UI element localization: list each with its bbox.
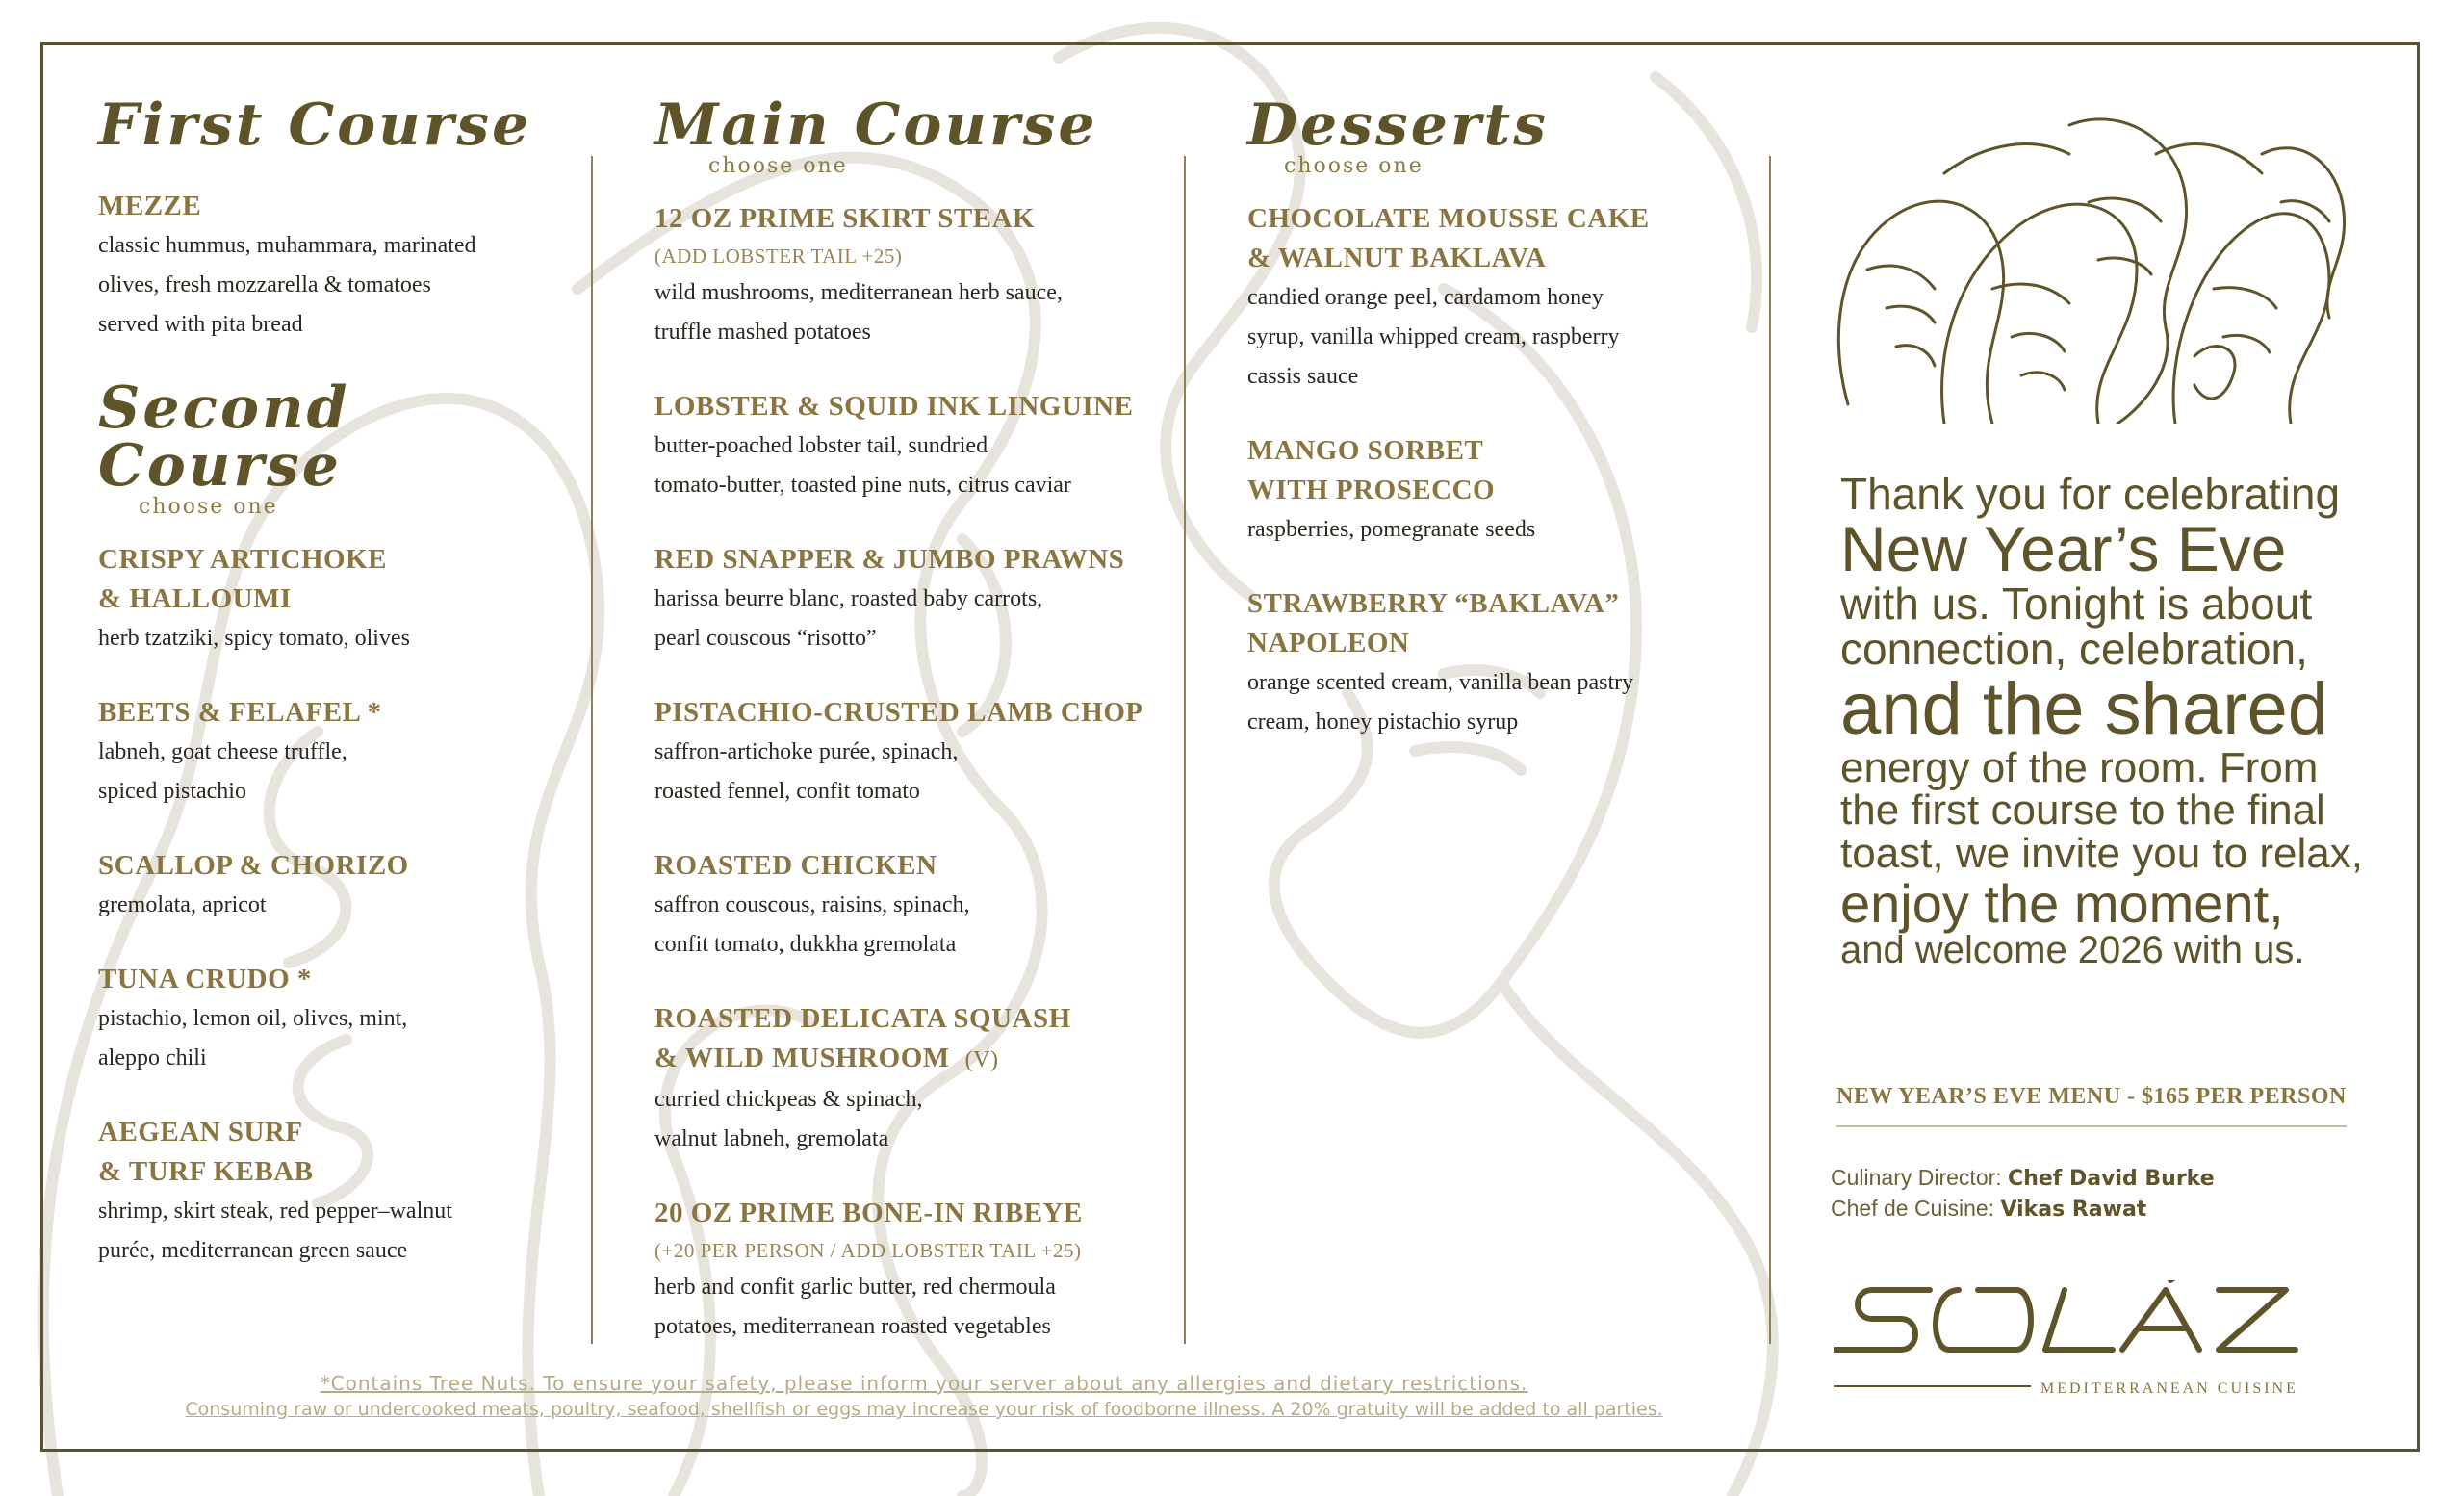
column-divider (1769, 156, 1771, 1344)
item-name: MEZZE (98, 191, 202, 221)
item-name: BEETS & FELAFEL * (98, 697, 382, 728)
menu-item (654, 999, 1194, 1159)
director-name: Chef David Burke (2008, 1167, 2215, 1191)
item-name: LOBSTER & SQUID INK LINGUINE (654, 391, 1134, 422)
menu-item (98, 540, 551, 658)
item-description: curried chickpeas & spinach, walnut labneh, gremolata (654, 1087, 923, 1151)
thank-you-line: the first course to the final (1840, 787, 2325, 835)
chef-credits (1831, 1163, 2215, 1225)
choose-one-label: choose one (708, 154, 848, 178)
menu-item (654, 1194, 1194, 1347)
tree-nut-notice: *Contains Tree Nuts. To ensure your safety, please inform your server about any allergies and dietary restrictions. (320, 1372, 1528, 1395)
thank-you-line: with us. Tonight is about (1840, 579, 2313, 630)
chef-de-cuisine-line (1831, 1194, 2215, 1225)
thank-you-line: and welcome 2026 with us. (1840, 929, 2305, 972)
menu-item (1247, 199, 1786, 397)
item-name-text: ROASTED DELICATA SQUASH & WILD MUSHROOM (654, 1003, 1071, 1073)
item-name: TUNA CRUDO * (98, 964, 312, 994)
foodborne-illness-notice: Consuming raw or undercooked meats, poultry, seafood, shellfish or eggs may increase your risk of foodborne illness. A 20% gratuity will be added to all parties. (185, 1399, 1663, 1420)
second-course-items (98, 540, 551, 1271)
item-description: saffron-artichoke purée, spinach, roasted fennel, confit tomato (654, 739, 959, 804)
thank-you-line: New Year’s Eve (1840, 512, 2287, 584)
main-course-items (654, 199, 1194, 1347)
menu-item (1247, 584, 1786, 742)
thank-you-line: toast, we invite you to relax, (1840, 830, 2363, 878)
item-description: pistachio, lemon oil, olives, mint, aleppo chili (98, 1006, 408, 1070)
item-description: raspberries, pomegranate seeds (1247, 517, 1536, 542)
menu-item (654, 199, 1194, 352)
item-description: herb and confit garlic butter, red chermoula potatoes, mediterranean roasted vegetables (654, 1275, 1056, 1339)
item-description: wild mushrooms, mediterranean herb sauce, truffle mashed potatoes (654, 280, 1063, 345)
choose-one-label: choose one (1284, 154, 1424, 178)
item-note: (+20 PER PERSON / ADD LOBSTER TAIL +25) (654, 1239, 1082, 1262)
menu-item (98, 693, 551, 812)
second-course-title: Second Course (98, 374, 350, 500)
menu-item (98, 846, 551, 925)
item-description: orange scented cream, vanilla bean pastry cream, honey pistachio syrup (1247, 670, 1634, 735)
column-divider (1184, 156, 1186, 1344)
director-label: Culinary Director: (1831, 1165, 2002, 1190)
column-main-course (654, 91, 1194, 1381)
item-name: AEGEAN SURF & TURF KEBAB (98, 1117, 314, 1187)
chef-name: Vikas Rawat (2000, 1198, 2147, 1222)
desserts-title: Desserts (1247, 91, 1550, 159)
thank-you-line: connection, celebration, (1840, 624, 2308, 675)
culinary-director-line (1831, 1163, 2215, 1194)
thank-you-line: enjoy the moment, (1840, 873, 2284, 935)
second-course-section (98, 374, 551, 1271)
item-name: CHOCOLATE MOUSSE CAKE & WALNUT BAKLAVA (1247, 203, 1650, 273)
thank-you-line: and the shared (1840, 668, 2329, 751)
item-name: STRAWBERRY “BAKLAVA” NAPOLEON (1247, 588, 1620, 658)
item-name: RED SNAPPER & JUMBO PRAWNS (654, 544, 1125, 575)
menu-price: NEW YEAR’S EVE MENU - $165 PER PERSON (1836, 1084, 2347, 1127)
menu-item (1247, 431, 1786, 550)
allergy-disclaimer (96, 1371, 1752, 1423)
column-first-second-course (98, 91, 551, 1305)
item-description: classic hummus, muhammara, marinated olives, fresh mozzarella & tomatoes served with pita bread (98, 233, 476, 337)
item-description: candied orange peel, cardamom honey syrup, vanilla whipped cream, raspberry cassis sauce (1247, 285, 1620, 389)
brand-tagline: MEDITERRANEAN CUISINE (2040, 1380, 2298, 1397)
menu-item (98, 960, 551, 1078)
item-name (654, 999, 1194, 1080)
choose-one-label: choose one (139, 495, 278, 519)
menu-item (654, 387, 1194, 505)
item-note: (ADD LOBSTER TAIL +25) (654, 245, 903, 268)
item-name: 20 OZ PRIME BONE-IN RIBEYE (654, 1198, 1083, 1228)
vegetarian-badge: (V) (964, 1047, 999, 1072)
thank-you-line: energy of the room. From (1840, 743, 2319, 791)
item-description: saffron couscous, raisins, spinach, confit tomato, dukkha gremolata (654, 892, 970, 957)
menu-item (654, 846, 1194, 965)
item-description: gremolata, apricot (98, 892, 267, 917)
menu-item (654, 693, 1194, 812)
item-name: CRISPY ARTICHOKE & HALLOUMI (98, 544, 387, 614)
thank-you-line: Thank you for celebrating (1840, 469, 2341, 519)
item-name: PISTACHIO-CRUSTED LAMB CHOP (654, 697, 1143, 728)
column-divider (591, 156, 593, 1344)
item-description: herb tzatziki, spicy tomato, olives (98, 626, 410, 651)
first-course-title: First Course (98, 91, 532, 159)
menu-item (98, 1113, 551, 1271)
chef-label: Chef de Cuisine: (1831, 1196, 1995, 1221)
item-description: labneh, goat cheese truffle, spiced pistachio (98, 739, 347, 804)
item-name: SCALLOP & CHORIZO (98, 850, 409, 881)
menu-item (654, 540, 1194, 658)
main-course-title: Main Course (654, 91, 1098, 159)
dessert-items (1247, 199, 1786, 742)
item-name: MANGO SORBET WITH PROSECCO (1247, 435, 1496, 505)
menu-item (98, 187, 551, 345)
item-description: shrimp, skirt steak, red pepper–walnut purée, mediterranean green sauce (98, 1199, 452, 1263)
item-name: 12 OZ PRIME SKIRT STEAK (654, 203, 1036, 234)
item-description: harissa beurre blanc, roasted baby carrots, pearl couscous “risotto” (654, 586, 1043, 651)
column-desserts (1247, 91, 1786, 777)
item-description: butter-poached lobster tail, sundried tomato-butter, toasted pine nuts, citrus caviar (654, 433, 1071, 498)
item-name: ROASTED CHICKEN (654, 850, 937, 881)
faces-line-art-illustration (1829, 116, 2348, 424)
thank-you-message (1840, 469, 2363, 972)
first-course-items (98, 187, 551, 345)
